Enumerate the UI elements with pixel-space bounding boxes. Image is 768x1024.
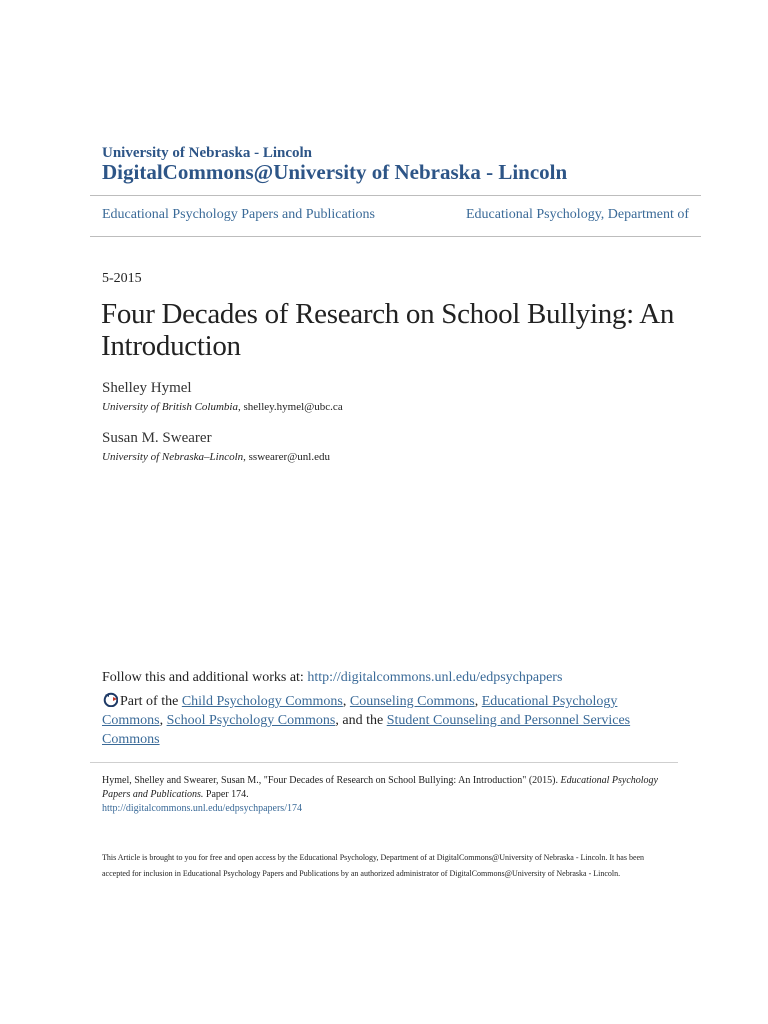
partof-prefix: Part of the <box>120 694 182 709</box>
creative-commons-icon <box>102 691 118 707</box>
author-affiliation <box>102 401 343 413</box>
author-affiliation <box>102 451 330 463</box>
divider-citation <box>90 762 678 763</box>
citation-journal: Educational Psychology Papers and Publications. <box>102 775 658 800</box>
follow-label: Follow this and additional works at: <box>102 670 308 685</box>
follow-line <box>102 670 562 686</box>
publication-date: 5-2015 <box>102 271 142 286</box>
part-of-commons <box>102 691 662 749</box>
author-email: , shelley.hymel@ubc.ca <box>237 401 343 413</box>
affiliation-name: University of British Columbia <box>102 401 238 413</box>
commons-link-educational-psychology[interactable]: Educational Psychology Commons <box>102 694 618 728</box>
commons-link-child-psychology[interactable]: Child Psychology Commons <box>181 694 343 709</box>
commons-link-student-counseling[interactable]: Student Counseling and Personnel Services Commons <box>102 713 631 747</box>
institution-name[interactable]: University of Nebraska - Lincoln <box>102 145 312 161</box>
author-name: Susan M. Swearer <box>102 430 212 446</box>
divider-top <box>90 195 701 196</box>
commons-link-counseling[interactable]: Counseling Commons <box>349 694 475 709</box>
partof-separator: , <box>159 713 167 728</box>
recommended-citation <box>102 774 662 816</box>
affiliation-name: University of Nebraska–Lincoln <box>102 451 244 463</box>
repository-name[interactable]: DigitalCommons@University of Nebraska - Lincoln <box>102 160 568 184</box>
department-link[interactable]: Educational Psychology, Department of <box>466 207 690 222</box>
collection-link[interactable]: Educational Psychology Papers and Publications <box>102 207 375 222</box>
divider-bottom <box>90 236 701 237</box>
author-email: , sswearer@unl.edu <box>243 451 330 463</box>
citation-paper: Paper 174. <box>203 789 249 800</box>
commons-link-school-psychology[interactable]: School Psychology Commons <box>166 713 336 728</box>
article-title: Four Decades of Research on School Bullying: An Introduction <box>101 298 675 362</box>
citation-text: Hymel, Shelley and Swearer, Susan M., "Four Decades of Research on School Bullying: An Introduction" (2015). <box>102 775 561 786</box>
partof-separator: , <box>342 694 350 709</box>
author-name: Shelley Hymel <box>102 380 192 396</box>
access-statement: This Article is brought to you for free and open access by the Educational Psychology, Department of at DigitalCommons@University of Nebraska - Lincoln. It has been accepted for inclusion in Educational Psychology Papers and Publications by an authorized administrator of DigitalCommons@University of Nebraska - Lincoln. <box>102 853 645 878</box>
citation-link[interactable]: http://digitalcommons.unl.edu/edpsychpapers/174 <box>102 803 302 814</box>
partof-separator: , <box>474 694 482 709</box>
partof-separator: , and the <box>335 713 387 728</box>
follow-link[interactable]: http://digitalcommons.unl.edu/edpsychpapers <box>307 670 563 685</box>
